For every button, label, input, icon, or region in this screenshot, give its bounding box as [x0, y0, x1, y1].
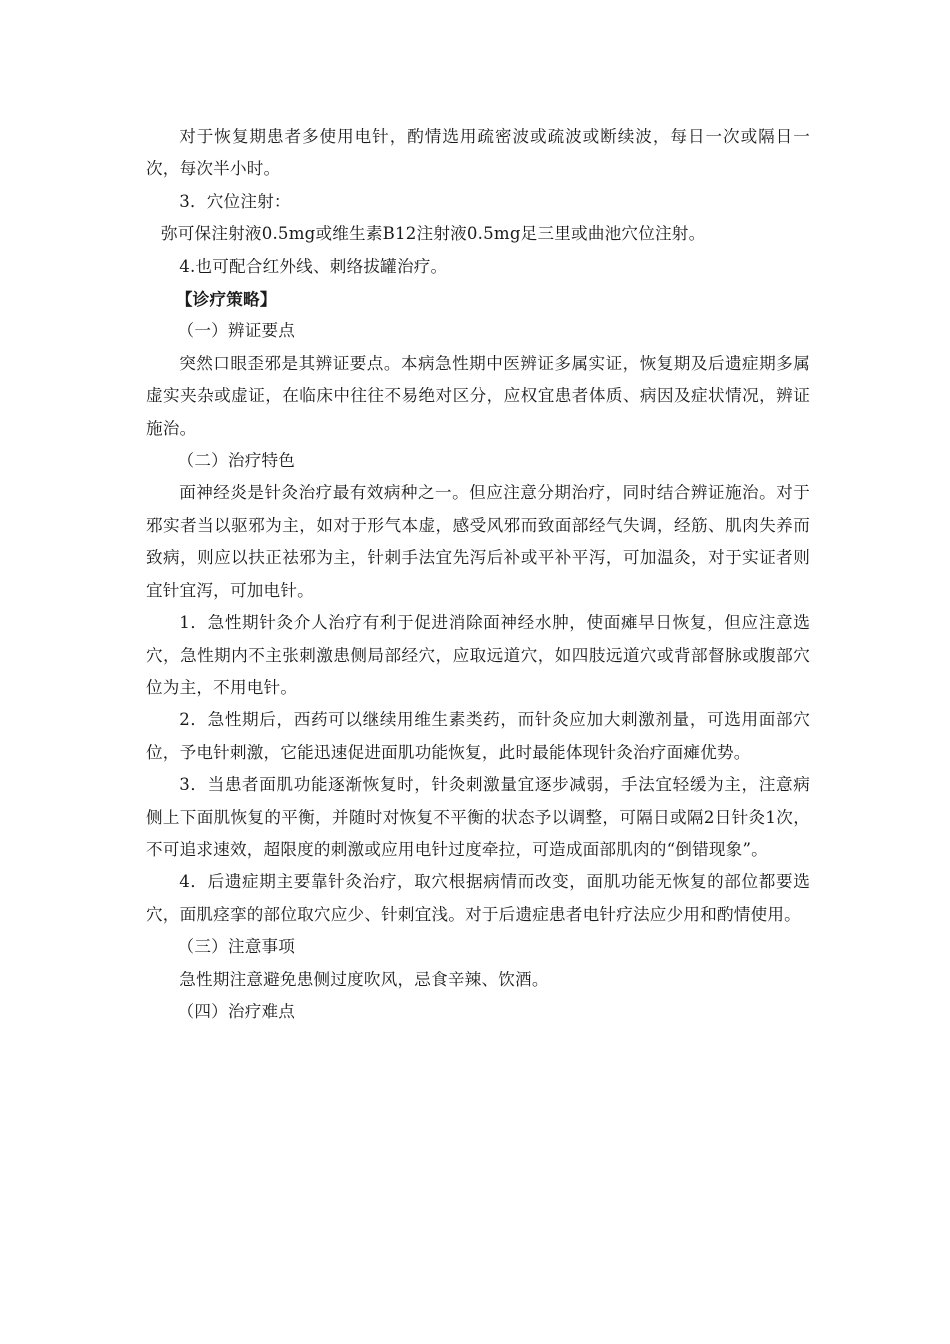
- subheading-difficulties: （四）治疗难点: [177, 1001, 296, 1021]
- list-item-acupoint-injection: 3．穴位注射：: [179, 191, 291, 211]
- list-item-recovery: 3．当患者面肌功能逐渐恢复时，针灸刺激量宜逐步减弱，手法宜轻缓为主，注意病侧上下面肌恢复的平衡，并随时对恢复不平衡的状态予以调整，可隔日或隔2日针灸1次，不可追求速效，超限度的刺激或应用电针过度牵拉，可造成面部肌肉的“倒错现象”。: [146, 775, 810, 859]
- list-item-sequelae: 4．后遗症期主要靠针灸治疗，取穴根据病情而改变，面肌功能无恢复的部位都要选穴，面肌痉挛的部位取穴应少、针刺宜浅。对于后遗症患者电针疗法应少用和酌情使用。: [146, 872, 810, 924]
- section-heading-strategy: 【诊疗策略】: [175, 289, 277, 310]
- subheading-precautions: （三）注意事项: [177, 937, 296, 957]
- subheading-treatment-features: （二）治疗特色: [177, 451, 296, 471]
- paragraph-syndrome-points: 突然口眼歪邪是其辨证要点。本病急性期中医辨证多属实证，恢复期及后遗症期多属虚实夹杂或虚证，在临床中往往不易绝对区分，应权宜患者体质、病因及症状情况，辨证施治。: [146, 353, 810, 438]
- subheading-syndrome-points: （一）辨证要点: [177, 321, 296, 341]
- list-item-infrared: 4.也可配合红外线、刺络拔罐治疗。: [179, 256, 448, 276]
- list-item-post-acute: 2．急性期后，西药可以继续用维生素类药，而针灸应加大刺激剂量，可选用面部穴位，予电针刺激，它能迅速促进面肌功能恢复，此时最能体现针灸治疗面瘫优势。: [146, 710, 810, 762]
- document-body: [146, 121, 810, 1028]
- paragraph-treatment-features: 面神经炎是针灸治疗最有效病种之一。但应注意分期治疗，同时结合辨证施治。对于邪实者当以驱邪为主，如对于形气本虚，感受风邪而致面部经气失调，经筋、肌肉失养而致病，则应以扶正祛邪为主，针刺手法宜先泻后补或平补平泻，可加温灸，对于实证者则宜针宜泻，可加电针。: [146, 483, 810, 600]
- paragraph-injection-detail: 弥可保注射液0.5mg或维生素B12注射液0.5mg足三里或曲池穴位注射。: [160, 224, 706, 244]
- list-item-acute-phase: 1．急性期针灸介人治疗有利于促进消除面神经水肿，使面瘫早日恢复，但应注意选穴，急性期内不主张刺激患侧局部经穴，应取远道穴，如四肢远道穴或背部督脉或腹部穴位为主，不用电针。: [146, 613, 810, 697]
- paragraph-precautions: 急性期注意避免患侧过度吹风，忌食辛辣、饮酒。: [179, 969, 549, 989]
- paragraph-electroacupuncture: 对于恢复期患者多使用电针，酌情选用疏密波或疏波或断续波，每日一次或隔日一次，每次半小时。: [146, 127, 810, 179]
